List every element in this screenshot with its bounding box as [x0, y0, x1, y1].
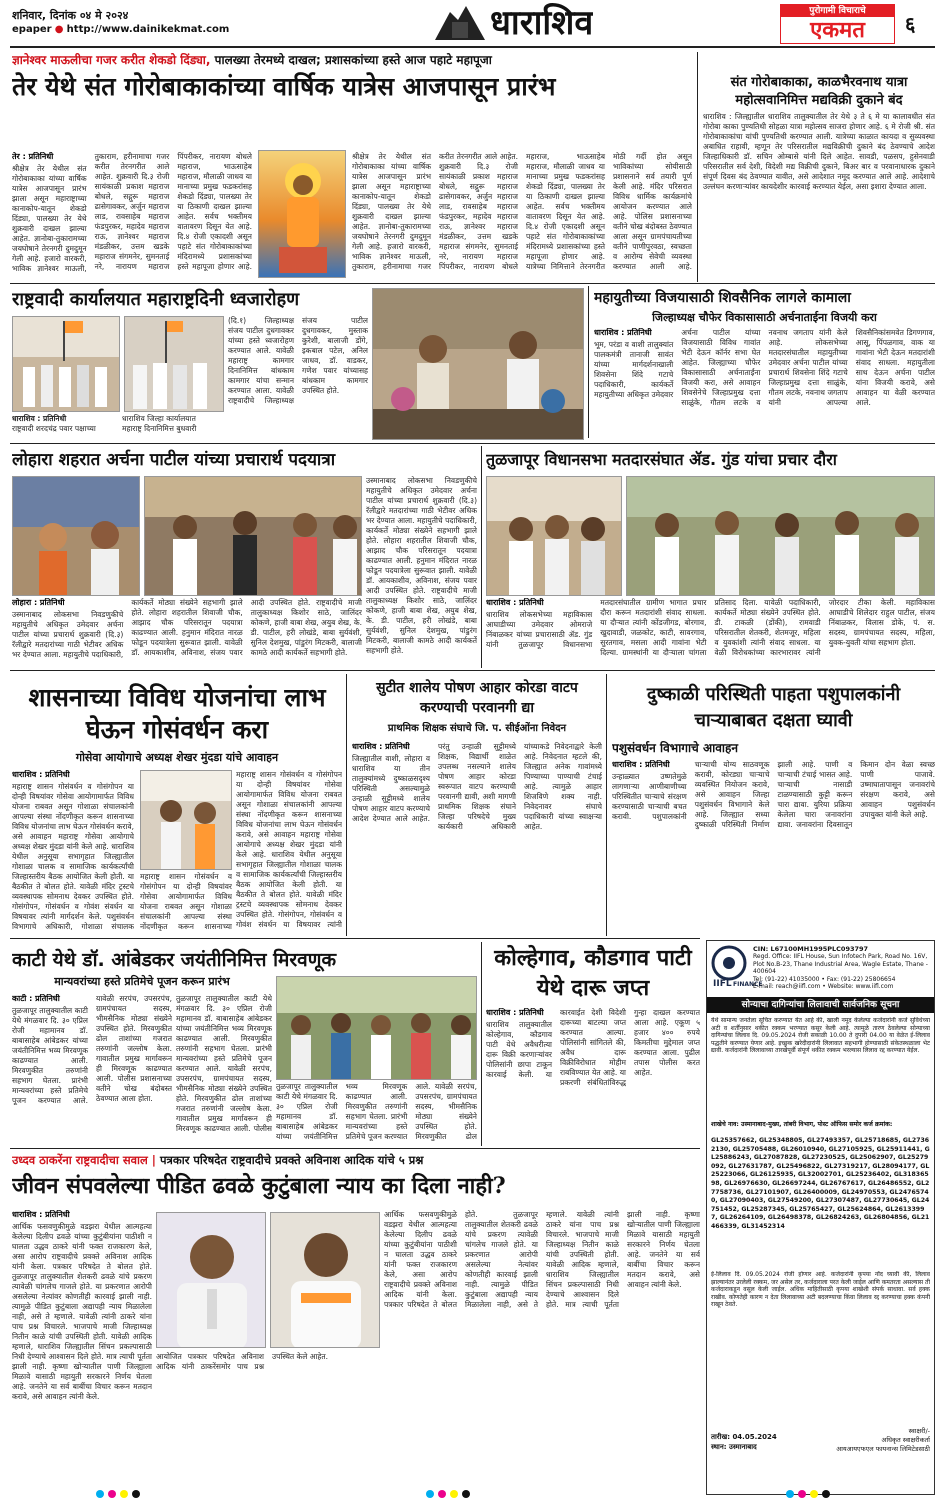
- story6-byline: धाराशिव : प्रतिनिधी: [486, 598, 544, 607]
- story6-photo-left: [486, 476, 622, 596]
- story10-headline: काटी येथे डॉ. आंबेडकर जयंतीनिमित्त मिरवणूक: [12, 949, 337, 971]
- iifl-tel: Tel: (91-22) 41035000 • Fax: (91-22) 25806654: [753, 976, 896, 983]
- iifl-header: [711, 945, 930, 991]
- iifl-sign: [820, 1427, 930, 1454]
- story12-body-left: [12, 1210, 152, 1460]
- iifl-email: E-mail: reach@iifl.com • Website: www.iifl.com: [753, 983, 894, 990]
- story1-kicker-black: पालख्या तेरमध्ये दाखल; प्रशासकांच्या हस्ते आज पहाटे महापूजा: [214, 53, 492, 67]
- story6-headline: तुळजापूर विधानसभा मतदारसंघात ॲड. गुंड यांचा प्रचार दौरा: [486, 450, 837, 469]
- iifl-logo: IIFL: [713, 979, 732, 989]
- story5-body-text: उस्मानाबाद लोकसभा निवडणुकीचे महायुतीचे अधिकृत उमेदवार अर्चना पाटील यांच्या प्रचारार्थ शुक्रवारी (दि.३) रॅलीद्वारे मतदारांच्या गाठी भेटीवर अधिक भर देण्यात आला. महायुतीचे पदाधिकारी, कार्यकर्ते मोठ्या संख्येने सहभागी झाले होते. लोहारा शहरातील शिवाजी चौक, आझाद चौक परिसरातून पदयात्रा काढण्यात आली. हनुमान मंदिरात नारळ फोडून पदयात्रेला सुरूवात झाली. यावेळी डॉ. आयकाशीव, अविनाश, संजय पवार आदी उपस्थित होते. राष्ट्रवादीचे माजी तालुकाध्यक्ष किशोर साठे, जालिंदर कोकणे, हाजी बाबा शेख, अयुब शेख, के. डी. पाटील, हरी लोखंडे, बाबा सुर्यवंशी, सुनिल देशमुख, पांडुरंग मिटकरी, बालाजी कामठे आदी कार्यकर्ते सहभागी होते.: [12, 598, 362, 659]
- story11-body: [486, 1008, 700, 1144]
- story12-body-text-cont: आर्थिक फसवणुकीमुळे वडझरा येथील आत्महत्या केलेल्या दिलीप ढवळे यांच्या कुटुंबीयांना पाठीशी न घालता उद्धव ठाकरे यांनी फक्त राजकारण केले, असा आरोप राष्ट्रवादीचे प्रवक्ते अविनाश आदिक यांनी केला. पत्रकार परिषदेत ते बोलत होते. तुळजापूर तालुक्यातील शेतकरी ढवळे यांचे प्रकरण त्यावेळी चांगलेच गाजले होते. या प्रकरणात आरोपी असलेल्या नेत्यांवर कोणतीही कारवाई झाली नाही. त्यामुळे पीडित कुटुंबाला अद्यापही न्याय मिळालेला नाही, असे ते म्हणाले. यावेळी त्यांनी ठाकरे यांना पाच प्रश्न विचारले. भाजपाचे माजी जिल्हाध्यक्ष नितीन काळे यांची उपस्थिती होती. यावेळी आदिक म्हणाले, धाराशिव जिल्ह्यातील सिंचन प्रकल्पासाठी निधी देण्याचे आश्वासन दिले होते. मात्र त्याची पूर्तता झाली नाही. कृष्णा खोऱ्यातील पाणी जिल्ह्याला मिळावे यासाठी महायुती सरकारने निर्णय घेतला आहे. जनतेने या सर्व बाबींचा विचार करून मतदान करावे, असे आवाहन त्यांनी केले.: [384, 1210, 700, 1309]
- story5-body-text-cont: उस्मानाबाद लोकसभा निवडणुकीचे महायुतीचे अधिकृत उमेदवार अर्चना पाटील यांच्या प्रचारार्थ शुक्रवारी (दि.३) रॅलीद्वारे मतदारांच्या गाठी भेटीवर अधिक भर देण्यात आला. महायुतीचे पदाधिकारी, कार्यकर्ते मोठ्या संख्येने सहभागी झाले होते. लोहारा शहरातील शिवाजी चौक, आझाद चौक परिसरातून पदयात्रा काढण्यात आली. हनुमान मंदिरात नारळ फोडून पदयात्रेला सुरूवात झाली. यावेळी डॉ. आयकाशीव, अविनाश, संजय पवार आदी उपस्थित होते. राष्ट्रवादीचे माजी तालुकाध्यक्ष किशोर साठे, जालिंदर कोकणे, हाजी बाबा शेख, अयुब शेख, के. डी. पाटील, हरी लोखंडे, बाबा सुर्यवंशी, सुनिल देशमुख, पांडुरंग मिटकरी, बालाजी कामठे आदी कार्यकर्ते सहभागी होते.: [366, 476, 477, 655]
- masthead-rule: [10, 46, 935, 48]
- story1-body-left: [12, 152, 252, 280]
- story1-byline: तेर : प्रतिनिधी: [12, 152, 54, 161]
- iifl-logo-sub: FINANCE: [733, 981, 763, 988]
- divider-v3: [481, 446, 482, 668]
- story1-kicker-red: ज्ञानेश्वर माऊलीचा गजर करीत शेकडो दिंड्या,: [12, 53, 211, 67]
- story7-photo: [140, 770, 232, 870]
- divider-h4: [10, 938, 700, 939]
- story3-caption-right: धाराशिव जिल्हा कार्यालयात: [122, 414, 196, 423]
- story5-photo-right: [144, 476, 362, 596]
- story10-subhead: मान्यवरांच्या हस्ते प्रतिमेचे पूजन करून प्रारंभ: [54, 975, 230, 988]
- story10-body-mid: [176, 994, 272, 1144]
- story3-caption-right2: महाराष्ट्र दिनानिमित्त बुधवारी: [122, 424, 197, 433]
- story7-byline: धाराशिव : प्रतिनिधी: [12, 770, 70, 779]
- divider-h2: [10, 443, 935, 444]
- brand-block: [780, 4, 895, 44]
- story12-photo-right: [270, 1212, 380, 1348]
- story3-photo-wide: [372, 288, 584, 440]
- page-number: ६: [905, 12, 916, 36]
- iifl-loans: GL25357662, GL25348805, GL27493357, GL25718685, GL27362130, GL25705488, GL26010940, GL27105925, GL25911441, GL25886243, GL27087828, GL27230525, GL25062907, GL25279092, GL27631787, GL25496822, GL27319217, GL28094177, GL25223066, GL26125935, GL32002701, GL25236402, GL31836598, GL26976630, GL26697244, GL26767617, GL26486552, GL27758736, GL27101907, GL26400009, GL24970553, GL24765740, GL27090403, GL27549200, GL27307487, GL27730645, GL24751452, GL25287345, GL25765427, GL25624864, GL26133997, GL26264109, GL26498378, GL26824263, GL26804856, GL21466339, GL31452314: [711, 1137, 930, 1230]
- story1-headline: तेर येथे संत गोरोबाकाकांच्या वार्षिक यात्रेस आजपासून प्रारंभ: [12, 72, 556, 101]
- globe-icon: ●: [54, 24, 64, 35]
- divider-v5: [606, 674, 607, 936]
- story10-body-text-cont: तुळजापूर तालुक्यातील काटी येथे मंगळवार दि. ३० एप्रिल रोजी महामानव डॉ. बाबासाहेब आंबेडकर यांच्या जयंतीनिमित्त भव्य मिरवणूक काढण्यात आली. मिरवणुकीत तरुणांनी सहभाग घेतला. प्रारंभी मान्यवरांच्या हस्ते प्रतिमेचे पूजन करण्यात आले. यावेळी सरपंच, उपसरपंच, ग्रामपंचायत सदस्य, भीमसैनिक मोठ्या संख्येने उपस्थित होते. मिरवणुकीत ढोल ताशांच्या गजरात तरुणांनी जल्लोष केला. गावातील प्रमुख मार्गावरून ही मिरवणूक काढण्यात आली. पोलीस: [176, 994, 272, 1133]
- epaper-label: epaper: [12, 24, 52, 35]
- epaper-url[interactable]: http://www.dainikekmat.com: [66, 24, 230, 35]
- iifl-loans-title: शाखेचे नाव: उस्मानाबाद-मुख्य, तांबरी विभाग, पोस्ट ऑफिस समोर कर्ज क्रमांक:: [711, 1121, 893, 1128]
- story5-body: [12, 598, 362, 666]
- story9-headline: दुष्काळी परिस्थिती पाहता पशुपालकांनी चाऱ्याबाबत दक्षता घ्यावी: [646, 684, 901, 731]
- iifl-notice-body: येथे सामान्य जनतेला सूचित करण्यात येत आहे की, खाली नमूद केलेल्या कर्जदारांनी कर्ज सुविधेच्या अटी व शर्तींनुसार थकीत रक्कम भरण्यात कसूर केली आहे. त्यामुळे तारण ठेवलेल्या सोन्याच्या दागिन्यांचा लिलाव दि. 09.05.2024 रोजी सकाळी 10.00 ते दुपारी 04.00 या वेळेत ई-लिलाव पद्धतीने करण्यात येणार आहे. इच्छुक खरेदीदारांनी लिलावात सहभागी होण्यासाठी संकेतस्थळाला भेट द्यावी. कर्जदारांनी लिलावाच्या तारखेपूर्वी संपूर्ण थकीत रक्कम भरल्यास लिलाव रद्द करण्यात येईल.: [711, 1017, 930, 1055]
- story8-byline: धाराशिव : प्रतिनिधी: [352, 742, 410, 751]
- story11-headline: कोल्हेगाव, कौडगाव पाटी येथे दारू जप्त: [494, 946, 692, 1001]
- story10-photo: [276, 976, 477, 1080]
- iifl-notice-title: सोन्याचा दागिन्यांचा लिलावाची सार्वजनिक सूचना: [707, 997, 934, 1013]
- brand-name: एकमत: [810, 17, 865, 43]
- iifl-place: स्थान: उस्मानाबाद: [711, 1443, 757, 1451]
- masthead-title: धाराशिव: [490, 3, 594, 43]
- story3-caption-left2: राष्ट्रवादी शरदचंद्र पवार पक्षाच्या: [12, 424, 96, 433]
- story7-body-bottom: [140, 872, 232, 932]
- story2-headline: संत गोरोबाकाका, काळभैरवनाथ यात्रा महोत्सवानिमित्त मद्यविक्री दुकाने बंद: [730, 75, 908, 108]
- story10-byline: काटी : प्रतिनिधी: [12, 994, 60, 1003]
- divider-v1: [697, 52, 698, 282]
- story7-body-left: [12, 770, 134, 932]
- story7-body-right: [236, 770, 342, 932]
- story8-subhead: प्राथमिक शिक्षक संघाचे जि. प. सीईओंना निवेदन: [387, 723, 567, 734]
- story1-body-right: [352, 152, 692, 280]
- story7-body-text-cont: महाराष्ट्र शासन गोसंवर्धन व गोसंगोपन या दोन्ही विषयांवर गोसेवा आयोगामार्फत विविध योजना राबवत असून गोशाळा संचालकांनी आपल्या संस्था नोंदणीकृत करून शासनाच्या विविध योजनांचा लाभ घेऊन गोसंवर्धन करावे, असे आवाहन महाराष्ट्र गोसेवा आयोगाचे अध्यक्ष शेखर मुंदडा यांनी केले आहे. धाराशिव येथील अनुसूया सभागृहात जिल्ह्यातील गोशाळा चालक व सामाजिक कार्यकर्त्यांची जिल्हास्तरीय बैठक आयोजित केली होती. या बैठकीत ते बोलत होते. यावेळी मंदिर ट्रस्टचे व्यवस्थापक सोमनाथ देवकर उपस्थित होते. गोसंगोपन, गोसंवर्धन व गोवंश संवर्धन या विषयावर त्यांनी: [236, 770, 342, 929]
- story5-photo-left: [12, 476, 140, 596]
- story12-body-right: [384, 1210, 700, 1460]
- story12-headline: जीवन संपवलेल्या पीडित ढवळे कुटुंबाला न्याय का दिला नाही?: [12, 1173, 506, 1199]
- divider-v2: [588, 286, 589, 438]
- iifl-date: तारीख: 04.05.2024: [711, 1433, 777, 1441]
- story3-headline: राष्ट्रवादी कार्यालयात महाराष्ट्रदिनी ध्वजारोहण: [12, 289, 300, 310]
- divider-v6: [481, 942, 482, 1146]
- story4-body-text: भूम, परंडा व वाशी तालुक्यांत पालकमंत्री तानाजी सावंत यांच्या मार्गदर्शनाखाली शिवसेना शिंदे गटाचे पदाधिकारी, कार्यकर्ते महायुतीच्या अधिकृत उमेदवार अर्चना पाटील यांच्या विजयासाठी विविध गावांत भेटी देऊन कॉर्नर सभा घेत आहेत. जिल्ह्याच्या चौफेर विकासासाठी अर्चनाताईंना विजयी करा, असे आवाहन शिवसेनेचे जिल्हाप्रमुख दत्ता साळुंके, गौतम लटके व नवनाथ जगताप यांनी केले आहे. लोकसभेच्या मतदारसंघातील महायुतीच्या उमेदवार अर्चना पाटील यांच्या प्रचारार्थ शिवसेना शिंदे गटाचे जिल्हाप्रमुख दत्ता साळुंके, गौतम लटके, नवनाथ जगताप यांनी आपल्या शिवसैनिकांसमवेत डिगणगाव, आसू, पिंपळगाव, वाक या गावांना भेटी देऊन मतदारांशी संवाद साधला. महायुतीला साथ देऊन अर्चना पाटील यांना विजयी करावे, असे आवाहन या वेळी करण्यात आले.: [594, 328, 935, 407]
- story9-body-text: उन्हाळ्यात उष्णतेमुळे लागणाऱ्या आणीबाणीच्या परिस्थितीत चाऱ्याचे संरक्षण करण्यासाठी चाऱ्याची बचत करावी. पशुपालकांनी चाऱ्याची योग्य साठवणूक करावी, कोरड्या चाऱ्याचे व्यवस्थित नियोजन करावे, असे आवाहन जिल्हा पशुसंवर्धन विभागाने केले आहे. जिल्ह्यात सध्या दुष्काळी परिस्थिती निर्माण झाली आहे. पाणी व चाऱ्याची टंचाई भासत आहे. चाऱ्याची नासाडी टाळण्यासाठी कुट्टी करून चारा द्यावा. युरिया प्रक्रिया केलेला चारा जनावरांना द्यावा. जनावरांना दिवसातून किमान दोन वेळा स्वच्छ पाणी पाजावे. उष्माघातापासून जनावरांचे संरक्षण करावे, असे आवाहन पशुसंवर्धन उपायुक्त यांनी केले आहे.: [612, 760, 935, 829]
- story10-body-text: तुळजापूर तालुक्यातील काटी येथे मंगळवार दि. ३० एप्रिल रोजी महामानव डॉ. बाबासाहेब आंबेडकर यांच्या जयंतीनिमित्त भव्य मिरवणूक काढण्यात आली. मिरवणुकीत तरुणांनी सहभाग घेतला. प्रारंभी मान्यवरांच्या हस्ते प्रतिमेचे पूजन करण्यात आले. यावेळी सरपंच, उपसरपंच, ग्रामपंचायत सदस्य, भीमसैनिक मोठ्या संख्येने उपस्थित होते. मिरवणुकीत ढोल ताशांच्या गजरात तरुणांनी जल्लोष केला. गावातील प्रमुख मार्गावरून ही मिरवणूक काढण्यात आली. पोलीस प्रशासनाच्या वतीने चोख बंदोबस्त ठेवण्यात आला होता.: [12, 994, 172, 1105]
- story11-byline: धाराशिव : प्रतिनिधी: [486, 1008, 544, 1017]
- story12-photo-left: [156, 1212, 266, 1348]
- story4-body: [594, 328, 935, 440]
- story12-caption: आयोजित पत्रकार परिषदेत अविनाश आदिक यांनी ठाकरेंसमोर पाच प्रश्न उपस्थित केले आहेत.: [156, 1352, 329, 1371]
- iifl-footer-text: ई-लिलाव दि. 09.05.2024 रोजी होणार आहे. कर्जदारांनी कृपया नोंद घ्यावी की, लिलाव झाल्यानंतर उरलेली रक्कम, जर असेल तर, कर्जदाराला परत केली जाईल आणि कमतरता असल्यास ती कर्जदाराकडून वसूल केली जाईल. अधिक माहितीसाठी कृपया शाखेशी संपर्क साधावा. सर्व हक्क राखीव. कोणतेही कारण न देता लिलावाच्या अटी बदलण्याचा किंवा लिलाव रद्द करण्याचा हक्क कंपनी राखून ठेवते.: [711, 1271, 930, 1309]
- story6-body-text: धाराशिव लोकसभेच्या महाविकास आघाडीच्या उमेदवार ओमराजे निंबाळकर यांच्या प्रचारासाठी ॲड. गुंड यांनी तुळजापूर विधानसभा मतदारसंघातील ग्रामीण भागात प्रचार दौरा करून मतदारांशी संवाद साधला. या दौऱ्यात त्यांनी कोंडजीगड, बोरगाव, खुदावाडी, जळकोट, काटी, सावरगाव, सुरतगाव, मसला आदी गावांना भेटी दिल्या. ग्रामस्थांनी या दौऱ्याला चांगला प्रतिसाद दिला. यावेळी पदाधिकारी, कार्यकर्ते मोठ्या संख्येने उपस्थित होते. डी. टाकळी (डोंकी), रामवाडी परिसरातील शेतकरी, शेतमजूर, महिला व युवकांशी त्यांनी संवाद साधला. या वेळी विरोधकांच्या कारभारावर त्यांनी जोरदार टीका केली. महाविकास आघाडीचे शिलेदार राहुल पाटील, संजय निंबाळकर, विलास डोके, पं. स. सदस्य, ग्रामपंचायत सदस्य, महिला, युवक-युवती यांचा सहभाग होता.: [486, 598, 935, 657]
- story1-body-text: श्रीक्षेत्र तेर येथील संत गोरोबाकाका यांच्या वार्षिक यात्रेस आजपासून प्रारंभ झाला असून महाराष्ट्राच्या कानाकोप-यातून शेकडो दिंड्या, पालख्या तेर येथे शुक्रवारी दाखल झाल्या आहेत. ज्ञानोबा-तुकारामच्या जयघोषाने तेरनगरी दुमदुमून गेली आहे. हजारो वारकरी, भाविक ज्ञानेश्वर माऊली, तुकाराम, हरीनामाचा गजर करीत तेरनगरीत आले आहेत. शुक्रवारी दि.३ रोजी सायंकाळी प्रकाश महाराज बोधले, सद्गुरू महाराज ढासेगावकर, अर्जुन महाराज लाड, रावसाहेब महाराज फंडपुरकर, महादेव महाराज राऊ, ज्ञानेश्वर महाराज मंडळीकर, उत्तम खडके महाराज संगमनेर, सुमनताई नरे, नारायण महाराज पिंपरीकर, नारायण बोधले महाराज, भाऊसाहेब महाराज, मौलाळी जाधव या मानाच्या प्रमुख फडकरांसह शेकडो दिंड्या, पालख्या तेर या ठिकाणी दाखल झाल्या आहेत. सर्वच भक्तीमय वातावरण दिसून येत आहे. दि.४ रोजी एकादशी असून पहाटे संत गोरोबाकाकांच्या मंदिरामध्ये प्रशासकांच्या हस्ते महापूजा होणार आहे.: [12, 152, 252, 273]
- story12-byline: धाराशिव : प्रतिनिधी: [12, 1210, 70, 1219]
- divider-h3: [10, 670, 935, 671]
- iifl-sign-company: आयआयएफएल फायनान्स लिमिटेडसाठी: [836, 1445, 930, 1453]
- color-registration-marks: [0, 1486, 945, 1500]
- divider-h1: [10, 283, 935, 284]
- story10-body-right: [276, 1082, 477, 1144]
- iifl-ad: [706, 940, 935, 1495]
- story8-body-text: जिल्ह्यातील वाशी, लोहारा व धाराशिव या तीन तालुक्यांमध्ये दुष्काळसदृश्य परिस्थिती असल्यामुळे उन्हाळी सुट्टीमध्ये शालेय पोषण आहार वाटप करण्याचे आदेश देण्यात आले आहेत. परंतु उन्हाळी सुट्टीमध्ये शिक्षक, विद्यार्थी शाळेत उपलब्ध नसल्याने शालेय पोषण आहार कोरडा स्वरूपात वाटप करण्याची परवानगी द्यावी, अशी मागणी प्राथमिक शिक्षक संघाने जिल्हा परिषदेचे मुख्य कार्यकारी अधिकारी यांच्याकडे निवेदनाद्वारे केली आहे. निवेदनात म्हटले की, जिल्ह्यात अनेक गावांमध्ये पिण्याच्या पाण्याची टंचाई आहे. त्यामुळे आहार शिजविणे शक्य नाही. निवेदनावर संघाचे पदाधिकारी यांच्या स्वाक्षऱ्या आहेत.: [352, 742, 602, 831]
- story12-body-text: आर्थिक फसवणुकीमुळे वडझरा येथील आत्महत्या केलेल्या दिलीप ढवळे यांच्या कुटुंबीयांना पाठीशी न घालता उद्धव ठाकरे यांनी फक्त राजकारण केले, असा आरोप राष्ट्रवादीचे प्रवक्ते अविनाश आदिक यांनी केला. पत्रकार परिषदेत ते बोलत होते. तुळजापूर तालुक्यातील शेतकरी ढवळे यांचे प्रकरण त्यावेळी चांगलेच गाजले होते. या प्रकरणात आरोपी असलेल्या नेत्यांवर कोणतीही कारवाई झाली नाही. त्यामुळे पीडित कुटुंबाला अद्यापही न्याय मिळालेला नाही, असे ते म्हणाले. यावेळी त्यांनी ठाकरे यांना पाच प्रश्न विचारले. भाजपाचे माजी जिल्हाध्यक्ष नितीन काळे यांची उपस्थिती होती. यावेळी आदिक म्हणाले, धाराशिव जिल्ह्यातील सिंचन प्रकल्पासाठी निधी देण्याचे आश्वासन दिले होते. मात्र त्याची पूर्तता झाली नाही. कृष्णा खोऱ्यातील पाणी जिल्ह्याला मिळावे यासाठी महायुती सरकारने निर्णय घेतला आहे. जनतेने या सर्व बाबींचा विचार करून मतदान करावे, असे आवाहन त्यांनी केले.: [12, 1222, 152, 1401]
- story9-byline: धाराशिव : प्रतिनिधी: [612, 760, 670, 769]
- masthead-logo-art: [430, 2, 490, 42]
- story7-body-text: महाराष्ट्र शासन गोसंवर्धन व गोसंगोपन या दोन्ही विषयांवर गोसेवा आयोगामार्फत विविध योजना राबवत असून गोशाळा संचालकांनी आपल्या संस्था नोंदणीकृत करून शासनाच्या विविध योजनांचा लाभ घेऊन गोसंवर्धन करावे, असे आवाहन महाराष्ट्र गोसेवा आयोगाचे अध्यक्ष शेखर मुंदडा यांनी केले आहे. धाराशिव येथील अनुसूया सभागृहात जिल्ह्यातील गोशाळा चालक व सामाजिक कार्यकर्त्यांची जिल्हास्तरीय बैठक आयोजित केली होती. या बैठकीत ते बोलत होते. यावेळी मंदिर ट्रस्टचे व्यवस्थापक सोमनाथ देवकर उपस्थित होते. गोसंगोपन, गोसंवर्धन व गोवंश संवर्धन या विषयावर त्यांनी मार्गदर्शन केले. पशुसंवर्धन विभागाचे अधिकारी, गोशाळा संचालक: [12, 782, 134, 931]
- iifl-regd: Regd. Office: IIFL House, Sun Infotech Park, Road No. 16V, Plot No.B-23, Thane Industrial Area, Wagle Estate, Thane - 400604: [753, 953, 928, 975]
- story10-body-left: [12, 994, 172, 1144]
- story1-kicker: [12, 52, 692, 68]
- epaper-line: [12, 24, 229, 35]
- story1-body-text-cont: श्रीक्षेत्र तेर येथील संत गोरोबाकाका यांच्या वार्षिक यात्रेस आजपासून प्रारंभ झाला असून महाराष्ट्राच्या कानाकोप-यातून शेकडो दिंड्या, पालख्या तेर येथे शुक्रवारी दाखल झाल्या आहेत. ज्ञानोबा-तुकारामच्या जयघोषाने तेरनगरी दुमदुमून गेली आहे. हजारो वारकरी, भाविक ज्ञानेश्वर माऊली, तुकाराम, हरीनामाचा गजर करीत तेरनगरीत आले आहेत. शुक्रवारी दि.३ रोजी सायंकाळी प्रकाश महाराज बोधले, सद्गुरू महाराज ढासेगावकर, अर्जुन महाराज लाड, रावसाहेब महाराज फंडपुरकर, महादेव महाराज राऊ, ज्ञानेश्वर महाराज मंडळीकर, उत्तम खडके महाराज संगमनेर, सुमनताई नरे, नारायण महाराज पिंपरीकर, नारायण बोधले महाराज, भाऊसाहेब महाराज, मौलाळी जाधव या मानाच्या प्रमुख फडकरांसह शेकडो दिंड्या, पालख्या तेर या ठिकाणी दाखल झाल्या आहेत. सर्वच भक्तीमय वातावरण दिसून येत आहे. दि.४ रोजी एकादशी असून पहाटे संत गोरोबाकाकांच्या मंदिरामध्ये प्रशासकांच्या हस्ते महापूजा होणार आहे. यात्रेच्या निमित्ताने तेरनगरीत मोठी गर्दी होत असून भाविकांच्या सोयीसाठी प्रशासनाने सर्व तयारी पूर्ण केली आहे. मंदिर परिसरात विविध धार्मिक कार्यक्रमांचे आयोजन करण्यात आले आहे. पोलिस प्रशासनाच्या वतीने चोख बंदोबस्त ठेवण्यात आला असून ग्रामपंचायतीच्या वतीने पाणीपुरवठा, स्वच्छता व आरोग्य सेवेची व्यवस्था करण्यात आली आहे.: [352, 152, 692, 271]
- story2-body: धाराशिव : जिल्ह्यातील धाराशिव तालुक्यातील तेर येथे ३ ते ६ मे या कालावधीत संत गोरोबा काका पुण्यतिथी सोहळा यात्रा महोत्सव साजरा होणार आहे. ६ मे रोजी श्री. संत गोरोबाकाकांचा यांची पुण्यतिथी करण्यात आली. यात्रेच्या काळात कायदा व सुव्यवस्था अबाधित राहावी, म्हणून तेर परिसरातील मद्यविक्रीची दुकाने बंद ठेवण्याचे आदेश जिल्हाधिकारी डॉ. सचिन ओम्बासे यांनी दिले आहेत. सावडी, पळसप, हुसेनवाडी परिसरातील सर्व देशी, विदेशी मद्य विक्रीची दुकाने, बिअर बार व परवानाधारक दुकाने संपूर्ण दिवस बंद ठेवण्यात यावीत, असे आदेशात नमूद करण्यात आले आहे. आदेशाचे उल्लंघन करणाऱ्यांवर कायदेशीर कारवाई करण्यात येईल, असा इशारा देण्यात आला.: [703, 112, 935, 191]
- story12-kicker: [12, 1152, 700, 1168]
- story7-subhead: गोसेवा आयोगाचे अध्यक्ष शेखर मुंदडा यांचे आवाहन: [75, 751, 279, 764]
- story7-body-text-cont2: महाराष्ट्र शासन गोसंवर्धन व गोसंगोपन या दोन्ही विषयांवर गोसेवा आयोगामार्फत विविध योजना राबवत असून गोशाळा संचालकांनी आपल्या संस्था नोंदणीकृत करून शासनाच्या: [140, 872, 232, 931]
- story5-body-right: [366, 476, 477, 666]
- story12-kicker-red: उध्दव ठाकरेंना राष्ट्रवादीचा सवाल |: [12, 1153, 156, 1167]
- iifl-cin: CIN: L67100MH1995PLC093797: [753, 945, 869, 953]
- story6-body: [486, 598, 935, 666]
- story9-subhead: पशुसंवर्धन विभागाचे आवाहन: [612, 741, 739, 755]
- story6-photo-right: [626, 476, 935, 596]
- iifl-logo-mark: [711, 945, 747, 981]
- story4-byline: धाराशिव : प्रतिनिधी: [594, 328, 652, 337]
- story3-caption-block: [12, 414, 224, 440]
- story3-photo-right: [124, 316, 224, 412]
- divider-v4: [346, 674, 347, 936]
- masthead-date: शनिवार, दिनांक ०४ मे २०२४: [12, 9, 129, 22]
- iifl-sign-label: स्वाक्षरी/-: [908, 1427, 930, 1435]
- iifl-sign-name: अधिकृत स्वाक्षरीकर्ता: [881, 1436, 930, 1444]
- story11-body-text: धाराशिव तालुक्यातील कोल्हेगाव, कौडगाव पाटी येथे अवैधरीत्या दारू विक्री करणाऱ्यांवर पोलिसांनी छापा टाकून कारवाई केली. या कारवाईत देशी विदेशी दारूच्या बाटल्या जप्त करण्यात आल्या. पोलिसांनी सांगितले की, अवैध दारू विक्रीविरोधात मोहीम राबविण्यात येत आहे. या प्रकरणी संबंधितांविरुद्ध गुन्हा दाखल करण्यात आला आहे. एकूण ५ हजार ४०० रुपये किमतीचा मुद्देमाल जप्त करण्यात आला. पुढील तपास पोलीस करत आहेत.: [486, 1008, 700, 1087]
- story7-headline: शासनाच्या विविध योजनांचा लाभ घेऊन गोसंवर्धन करा: [28, 683, 326, 744]
- story5-byline: लोहारा : प्रतिनिधी: [12, 598, 65, 607]
- story10-body-text-cont2: तुळजापूर तालुक्यातील काटी येथे मंगळवार दि. ३० एप्रिल रोजी महामानव डॉ. बाबासाहेब आंबेडकर यांच्या जयंतीनिमित्त भव्य मिरवणूक काढण्यात आली. मिरवणुकीत तरुणांनी सहभाग घेतला. प्रारंभी मान्यवरांच्या हस्ते प्रतिमेचे पूजन करण्यात आले. यावेळी सरपंच, उपसरपंच, ग्रामपंचायत सदस्य, भीमसैनिक मोठ्या संख्येने उपस्थित होते. मिरवणुकीत ढोल: [276, 1082, 477, 1141]
- brand-tagline: पुरोगामी विचाराचे: [781, 5, 894, 17]
- story9-body: [612, 760, 935, 932]
- story3-body: (दि.१) जिल्हाध्यक्ष संजय पाटील दुधगावकर यांच्या हस्ते ध्वजारोहण करण्यात आले. यावेळी महाराष्ट्र कामगार दिनानिमित्त बांधकाम कामगार यांचा सन्मान करण्यात आला. यावेळी राष्ट्रवादीचे जिल्हाध्यक्ष संजय पाटील दुधगावकर, मुस्ताक कुरेशी, बालाजी डोंगे, इकबाल पटेल, अनिल जाधव, डॉ. वाडकर, गणेश पवार यांच्यासह बांधकाम कामगार उपस्थित होते.: [228, 316, 368, 405]
- story8-body: [352, 742, 602, 932]
- story4-headline: महायुतीच्या विजयासाठी शिवसैनिक लागले कामाला: [594, 290, 851, 306]
- story8-headline: सुटीत शालेय पोषण आहार कोरडा वाटप करण्याची परवानगी द्या: [376, 680, 578, 716]
- story4-subhead: जिल्हाध्यक्ष चौफेर विकासासाठी अर्चनाताईना विजयी करा: [652, 311, 877, 324]
- story12-kicker-black: पत्रकार परिषदेत राष्ट्रवादीचे प्रवक्ते अविनाश आदिक यांचे ५ प्रश्न: [160, 1153, 424, 1167]
- story1-photo: [258, 150, 346, 278]
- divider-h5: [10, 1148, 700, 1149]
- story3-photo-left: [12, 316, 120, 412]
- story3-caption-left: धाराशिव : प्रतिनिधी: [12, 414, 67, 423]
- story5-headline: लोहारा शहरात अर्चना पाटील यांच्या प्रचारार्थ पदयात्रा: [12, 450, 336, 470]
